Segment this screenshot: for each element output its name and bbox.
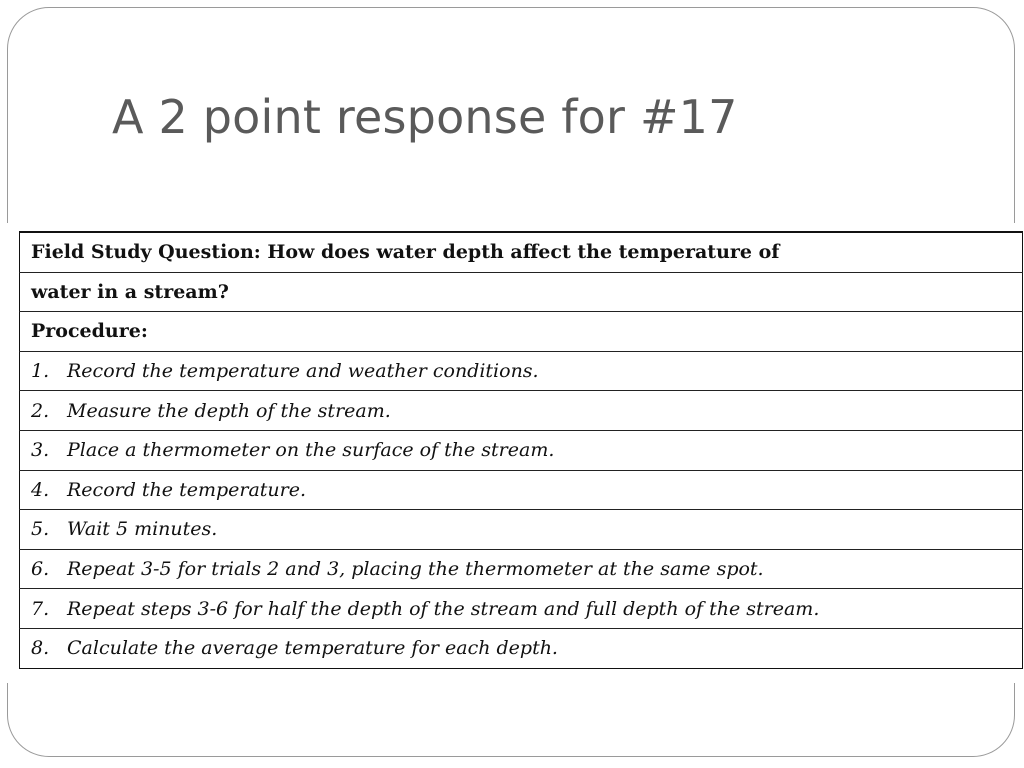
slide-title: A 2 point response for #17: [112, 90, 738, 144]
procedure-step: [20, 391, 1023, 431]
procedure-step: [20, 470, 1023, 510]
field-study-question-line-1: Field Study Question: How does water depth affect the temperature of: [20, 232, 1023, 272]
table-row: [20, 510, 1023, 550]
procedure-step: [20, 430, 1023, 470]
step-number: 1.: [31, 360, 50, 383]
table-row: [20, 391, 1023, 431]
table-row: [20, 312, 1023, 352]
step-text: Calculate the average temperature for each depth.: [67, 637, 558, 660]
procedure-step: [20, 549, 1023, 589]
step-number: 7.: [31, 597, 50, 620]
procedure-step: [20, 628, 1023, 668]
step-text: Wait 5 minutes.: [67, 518, 218, 541]
procedure-step: [20, 589, 1023, 629]
step-text: Record the temperature and weather conditions.: [67, 360, 539, 383]
step-number: 4.: [31, 478, 50, 501]
table-row: [20, 430, 1023, 470]
procedure-step: [20, 351, 1023, 391]
document-image: [0, 223, 1024, 683]
step-text: Measure the depth of the stream.: [67, 399, 391, 422]
field-study-question-line-2: water in a stream?: [20, 272, 1023, 312]
step-number: 2.: [31, 399, 50, 422]
table-row: [20, 232, 1023, 272]
procedure-table: [19, 231, 1023, 669]
table-row: [20, 272, 1023, 312]
table-row: [20, 351, 1023, 391]
step-text: Repeat 3-5 for trials 2 and 3, placing the thermometer at the same spot.: [67, 558, 764, 581]
step-number: 8.: [31, 637, 50, 660]
step-number: 3.: [31, 439, 50, 462]
table-row: [20, 628, 1023, 668]
step-number: 6.: [31, 558, 50, 581]
procedure-step: [20, 510, 1023, 550]
table-row: [20, 549, 1023, 589]
step-text: Repeat steps 3-6 for half the depth of the stream and full depth of the stream.: [67, 597, 820, 620]
table-row: [20, 470, 1023, 510]
step-text: Place a thermometer on the surface of the stream.: [67, 439, 555, 462]
step-number: 5.: [31, 518, 50, 541]
step-text: Record the temperature.: [67, 478, 307, 501]
table-row: [20, 589, 1023, 629]
procedure-heading: Procedure:: [20, 312, 1023, 352]
